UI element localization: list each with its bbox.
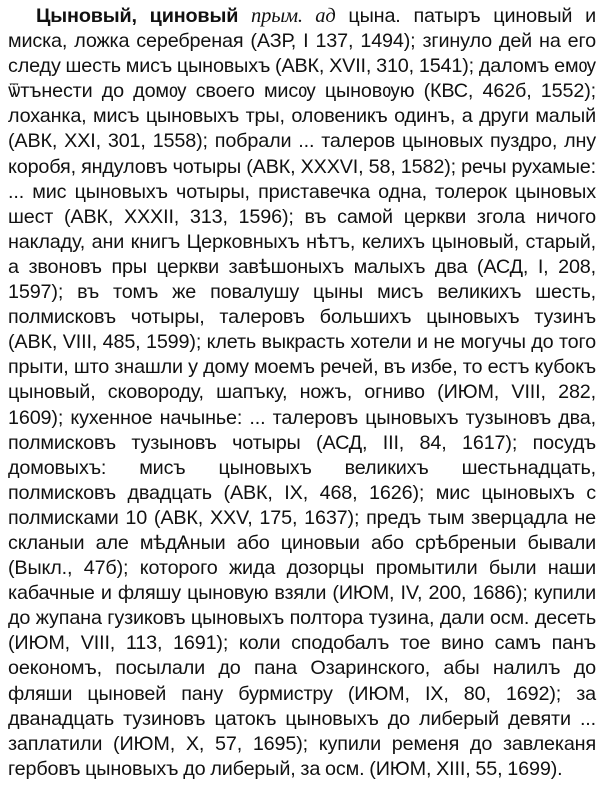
entry-headword: Цыновый, циновый xyxy=(36,5,239,27)
grammar-label: прым. ад xyxy=(251,5,336,27)
dictionary-entry xyxy=(8,4,596,782)
entry-body: цына. патыръ циновый и миска, ложка серебреная (АЗР, I 137, 1494); згинуло дей на его следу шесть мисъ цыновыхъ (АВК, XVII, 310, 1541); даломъ емѹ ѿтънести до домѹ своего мисѹ цыновѹю (КВС, 462б, 1552); лоханка, мисъ цыновыхъ тры, оловеникъ одинъ, а други малый (АВК, XXI, 301, 1558); побрали ... талеров цыновых пуздро, лну коробя, яндуловъ чотыры (АВК, XXXVI, 58, 1582); речы рухамые: ... мис цыновыхъ чотыры, приставечка одна, толерок цыновых шест (АВК, XXXII, 313, 1596); въ самой церкви згола ничого накладу, ани книгъ Церковныхъ нѣтъ, келихъ цыновый, старый, а звоновъ пры церкви завѣшоныхъ малыхъ два (АСД, I, 208, 1597); въ томъ же повалушу цыны мисъ великихъ шесть, полмисковъ чотыры, талеровъ большихъ цыновыхъ тузинъ (АВК, VIII, 485, 1599); клеть выкрасть хотели и не могучы до того прыти, што знашли у дому моемъ речей, въ избе, то естъ кубокъ цыновый, сковороду, шапъку, ножъ, огниво (ИЮМ, VIII, 282, 1609); кухенное начынье: ... талеровъ цыновыхъ тузыновъ два, полмисковъ тузыновъ чотыры (АСД, III, 84, 1617); посудъ домовыхъ: мисъ цыновыхъ великихъ шестьнадцать, полмисковъ двадцать (АВК, IX, 468, 1626); мис цыновыхъ с полмисками 10 (АВК, XXV, 175, 1637); предъ тым зверцадла не скланыи але мѣдѦныи або циновыи або срѣбреныи бывали (Выкл., 47б); которого жида дозорцы промытили были наши кабачные и фляшу цыновую взяли (ИЮМ, IV, 200, 1686); купили до жупана гузиковъ цыновыхъ полтора тузина, дали осм. десеть (ИЮМ, VIII, 113, 1691); коли сподобалъ тое вино самъ панъ оекономъ, посылали до пана Озаринского, абы налилъ до фляши цыновей пану бурмистру (ИЮМ, IX, 80, 1692); за дванадцать тузиновъ цатокъ цыновыхъ до либерый девяти ... заплатили (ИЮМ, X, 57, 1695); купили ременя до завлеканя гербовъ цыновыхъ до либерый, за осм. (ИЮМ, XIII, 55, 1699). xyxy=(8,5,596,780)
